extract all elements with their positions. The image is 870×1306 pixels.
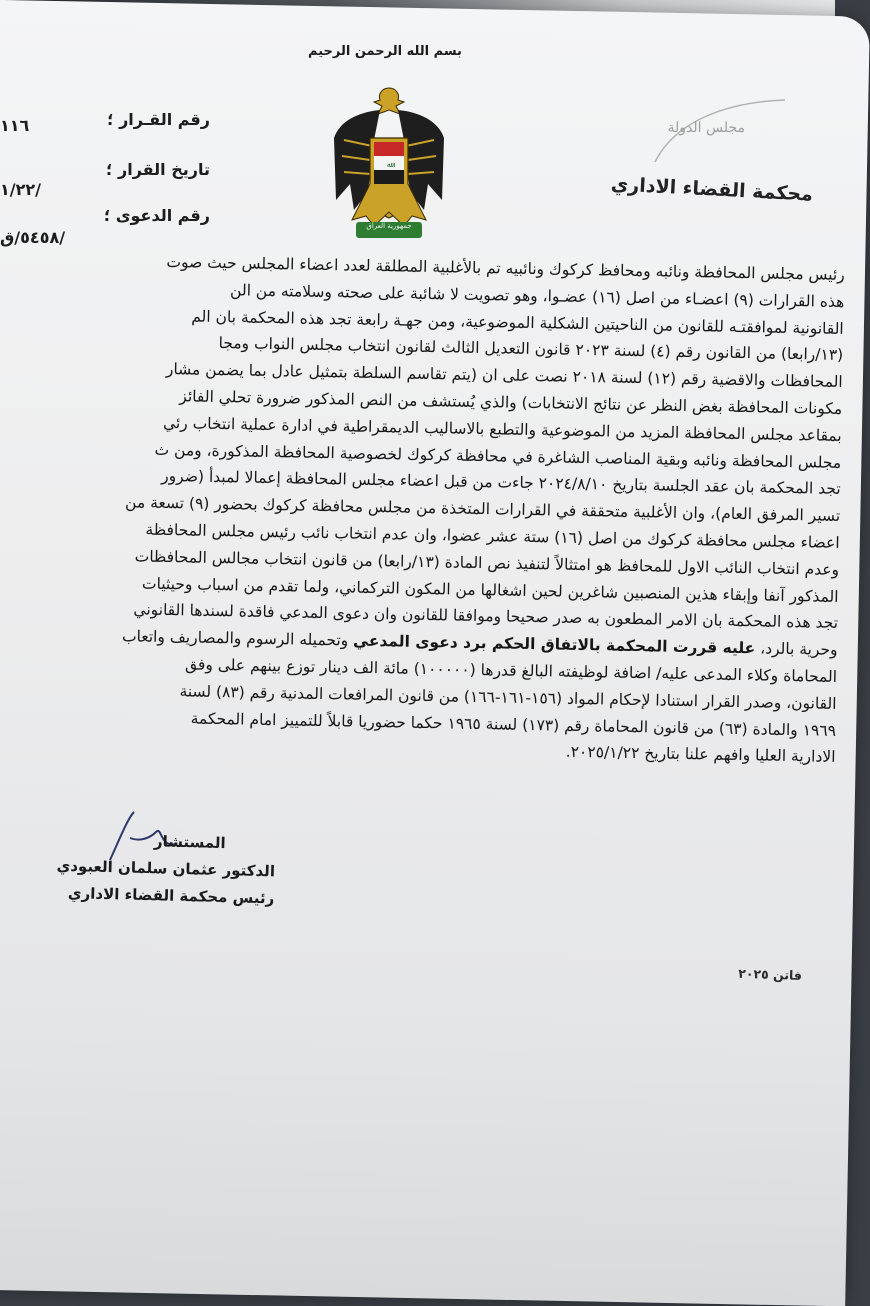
verdict-text: عليه قررت المحكمة بالاتفاق الحكم برد دعوى المدعي	[352, 631, 756, 658]
decision-body-line: ١٩٦٩ والمادة (٦٣) من قانون المحاماة رقم (١٧٣) لسنة ١٩٦٥ حكما حضوريا قابلاً للتمييز امام المحكمة	[190, 709, 837, 740]
case-number-label: رقم الدعوى ؛	[103, 206, 210, 225]
decision-body-line: مكونات المحافظة بغض النظر عن نتائج الانتخابات) والذي يُستشف من النص المذكور ضرورة تحلي الفائز	[179, 387, 843, 418]
decision-body-line: الادارية العليا وافهم علنا بتاريخ ٢٠٢٥/١/٢٢.	[565, 743, 836, 767]
decision-body	[0, 245, 845, 771]
decision-body-line: تجد المحكمة بان عقد الجلسة بتاريخ ٢٠٢٤/٨/١٠ جاءت من قبل اعضاء مجلس المحافظة إعمالا لمبدأ (ضرور	[161, 467, 841, 499]
case-number-value: ٥٤٥٨/ق/	[0, 228, 66, 247]
decision-date-value: ١/٢٢/	[0, 180, 41, 199]
decision-body-line: القانونية لموافقتـه للقانون من الناحيتين الشكلية الموضوعية، ومن جهـة رابعة تجد هذه المحكمة بان الم	[191, 307, 844, 338]
signature-title: المستشار	[153, 832, 226, 853]
decision-number-value: ١١٦	[0, 116, 30, 135]
seal-text: مجلس الدولة	[667, 120, 745, 136]
decision-body-line: تسير المرفق العام)، وان الأغلبية متحققة في القرارات المتخذة من مجلس محافظة كركوك بحضور (٩) تسعة من	[124, 493, 841, 526]
decision-body-line: المحاماة وكلاء المدعى عليه/ اضافة لوظيفته البالغ قدرها (١٠٠٠٠٠) مائة الف دينار توزع بينهم على وفق	[184, 655, 838, 686]
decision-body-line: (١٣/رابعا) من القانون رقم (٤) لسنة ٢٠٢٣ قانون التعديل الثالث لقانون انتخاب مجلس النواب ومجا	[218, 334, 844, 365]
decision-body-line: هذه القرارات (٩) اعضـاء من اصل (١٦) عضـوا، وهو تصويت لا شائبة على صحته وسلامته من الن	[229, 281, 845, 311]
decision-body-line: بمقاعد مجلس المحافظة المزيد من الموضوعية والتطبع بالاساليب الديمقراطية في ادارة عملية انتخاب رئي	[162, 413, 842, 445]
decision-body-line: مجلس المحافظة ونائبه وبقية المناصب الشاغرة في محافظة كركوك لخصوصية المحافظة المذكورة، ومن ث	[154, 440, 842, 472]
emblem-caption: جمهورية العراق	[366, 222, 412, 230]
signature-block	[14, 825, 276, 913]
decision-body-line: وعدم انتخاب النائب الاول للمحافظ هو امتثالاً لتنفيذ نص المادة (١٣/رابعا) من قانون انتخاب مجالس المحافظات	[134, 547, 840, 579]
footer-date: فاتن ٢٠٢٥	[738, 965, 803, 983]
decision-body-line: المحافظات والاقضية رقم (١٢) لسنة ٢٠١٨ نصت على ان (يتم تقاسم السلطة بتمثيل عادل بما يضمن مشار	[165, 360, 843, 392]
svg-text:ﷲ: ﷲ	[386, 161, 392, 169]
signature-position: رئيس محكمة القضاء الاداري	[67, 883, 275, 908]
court-seal-icon	[645, 92, 795, 172]
decision-body-line: تجد هذه المحكمة بان الامر المطعون به صدر صحيحا وموافقا للقانون وان دعوى المدعي فاقدة لسندها القانوني	[133, 600, 839, 633]
decision-body-line: رئيس مجلس المحافظة ونائبه ومحافظ كركوك ونائبيه تم بالأغلبية المطلقة لعدد اعضاء المجلس حيث صوت	[166, 252, 845, 284]
decision-number-row	[0, 110, 210, 136]
decision-date-row	[0, 160, 210, 199]
decision-number-label: رقم القـرار ؛	[107, 110, 210, 129]
basmala-heading: بسم الله الرحمن الرحيم	[308, 44, 462, 59]
case-number-row	[0, 206, 210, 247]
decision-body-line: المذكور آنفا وإبقاء هذين المنصبين شاغرين لحين اشغالها من المكون التركماني، ولما تقدم من اسباب وحيثيات	[141, 574, 839, 606]
signature-name: الدكتور عثمان سلمان العبودي	[56, 856, 276, 881]
decision-body-line: القانون، وصدر القرار استنادا لإحكام المواد (١٥٦-١٦١-١٦٦) من قانون المرافعات المدنية رقم (٨٣) لسنة	[179, 682, 837, 713]
decision-body-line: اعضاء مجلس محافظة كركوك من اصل (١٦) ستة عشر عضوا، وان عدم انتخاب نائب رئيس مجلس المحافظة	[145, 520, 840, 552]
decision-body-line: وحرية بالرد، عليه قررت المحكمة بالاتفاق الحكم برد دعوى المدعي وتحميله الرسوم والمصاريف واتعاب	[121, 627, 838, 660]
court-name: محكمة القضاء الاداري	[610, 173, 814, 206]
decision-date-label: تاريخ القرار ؛	[106, 160, 210, 179]
